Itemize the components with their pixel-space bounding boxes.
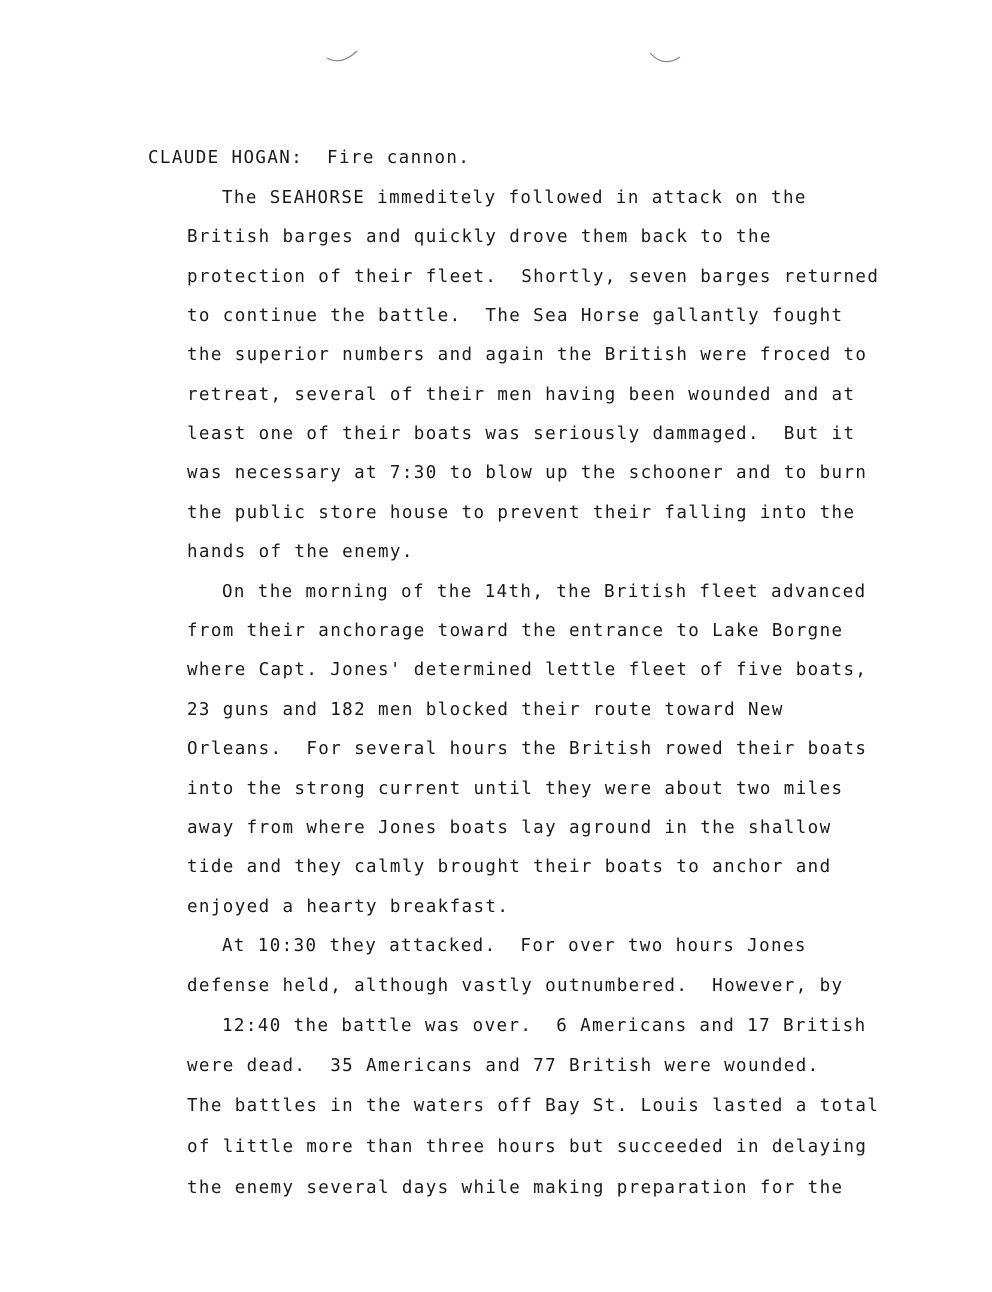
punch-hole-mark-left	[325, 48, 359, 64]
text-line: away from where Jones boats lay aground in the shallow	[187, 818, 832, 838]
text-line: the enemy several days while making preparation for the	[187, 1178, 844, 1198]
text-line: British barges and quickly drove them back to the	[187, 227, 772, 247]
text-line: The SEAHORSE immeditely followed in attack on the	[222, 188, 807, 208]
speaker-line: CLAUDE HOGAN: Fire cannon.	[148, 148, 471, 168]
text-line: defense held, although vastly outnumbered. However, by	[187, 976, 844, 996]
text-line: The battles in the waters off Bay St. Louis lasted a total	[187, 1096, 880, 1116]
text-line: where Capt. Jones' determined lettle fleet of five boats,	[187, 660, 868, 680]
text-line: On the morning of the 14th, the British fleet advanced	[222, 582, 867, 602]
text-line: Orleans. For several hours the British rowed their boats	[187, 739, 868, 759]
text-line: least one of their boats was seriously dammaged. But it	[187, 424, 856, 444]
text-line: the public store house to prevent their falling into the	[187, 503, 856, 523]
text-line: were dead. 35 Americans and 77 British were wounded.	[187, 1056, 820, 1076]
text-line: was necessary at 7:30 to blow up the schooner and to burn	[187, 463, 868, 483]
text-line: At 10:30 they attacked. For over two hours Jones	[222, 936, 807, 956]
text-line: hands of the enemy.	[187, 542, 414, 562]
text-line: the superior numbers and again the British were froced to	[187, 345, 868, 365]
text-line: from their anchorage toward the entrance to Lake Borgne	[187, 621, 844, 641]
text-line: tide and they calmly brought their boats to anchor and	[187, 857, 832, 877]
text-line: 23 guns and 182 men blocked their route toward New	[187, 700, 784, 720]
punch-hole-mark-right	[648, 50, 682, 66]
text-line: 12:40 the battle was over. 6 Americans and 17 British	[222, 1016, 867, 1036]
text-line: of little more than three hours but succeeded in delaying	[187, 1137, 868, 1157]
text-line: into the strong current until they were about two miles	[187, 779, 844, 799]
text-line: enjoyed a hearty breakfast.	[187, 897, 510, 917]
text-line: protection of their fleet. Shortly, seven barges returned	[187, 267, 880, 287]
text-line: to continue the battle. The Sea Horse gallantly fought	[187, 306, 844, 326]
text-line: retreat, several of their men having been wounded and at	[187, 385, 856, 405]
